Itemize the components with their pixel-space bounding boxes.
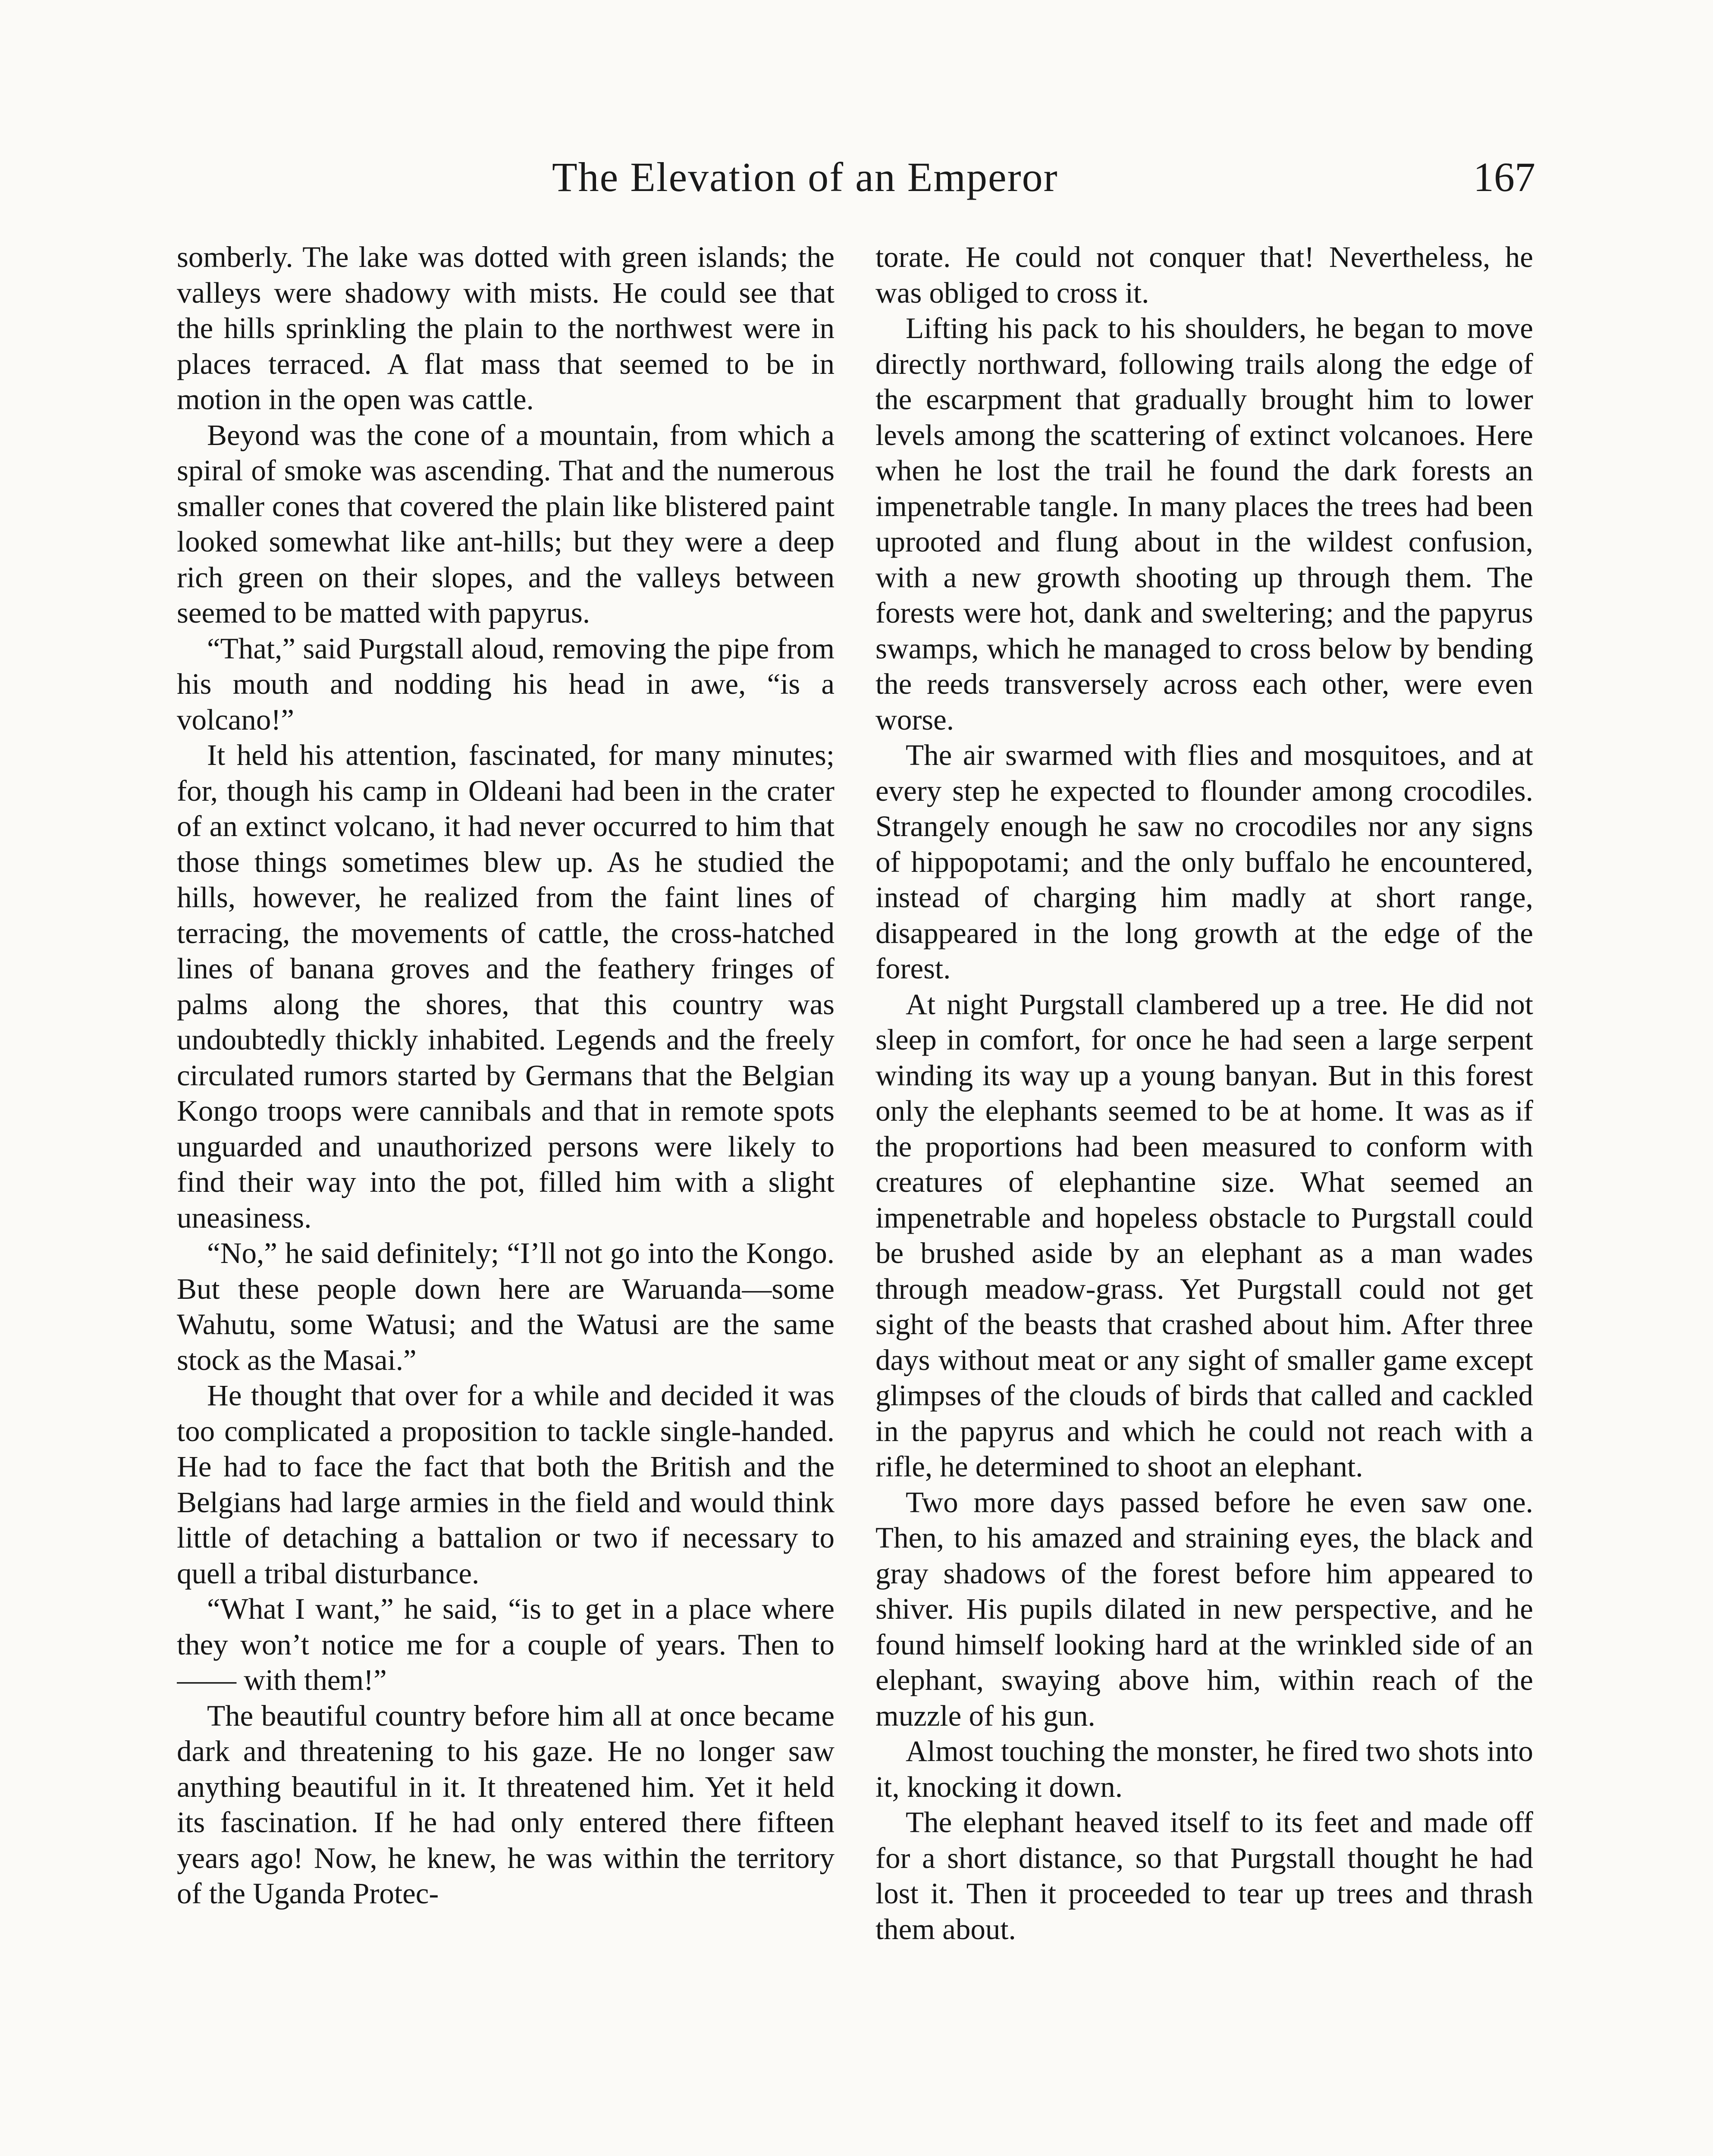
paragraph: Lifting his pack to his shoulders, he began to move directly northward, following trails along the edge of the escarpment that gradually brought him to lower levels among the scattering of extinct volcanoes. Here when he lost the trail he found the dark forests an impenetrable tangle. In many places the trees had been uprooted and flung about in the wildest confusion, with a new growth shooting up through them. The forests were hot, dank and sweltering; and the papyrus swamps, which he managed to cross below by bending the reeds transversely across each other, were even worse. xyxy=(875,312,1533,736)
paragraph: torate. He could not conquer that! Nevertheless, he was obliged to cross it. xyxy=(875,241,1533,309)
paragraph: The elephant heaved itself to its feet and made off for a short distance, so that Purgstall thought he had lost it. Then it proceeded to tear up trees and thrash them about. xyxy=(875,1806,1533,1946)
paragraph: He thought that over for a while and decided it was too complicated a proposition to tackle single-handed. He had to face the fact that both the British and the Belgians had large armies in the field and would think little of detaching a battalion or two if necessary to quell a tribal disturbance. xyxy=(177,1379,835,1590)
paragraph: The air swarmed with flies and mosquitoes, and at every step he expected to flounder among crocodiles. Strangely enough he saw no crocodiles nor any signs of hippopotami; and the only buffalo he encountered, instead of charging him madly at short range, disappeared in the long growth at the edge of the forest. xyxy=(875,739,1533,985)
page-number: 167 xyxy=(1473,154,1535,200)
left-column xyxy=(177,239,835,2156)
page-title: The Elevation of an Emperor xyxy=(552,154,1058,200)
paragraph: It held his attention, fascinated, for many minutes; for, though his camp in Oldeani had been in the crater of an extinct volcano, it had never occurred to him that those things sometimes blew up. As he studied the hills, however, he realized from the faint lines of terracing, the movements of cattle, the cross-hatched lines of banana groves and the feathery fringes of palms along the shores, that this country was undoubtedly thickly inhabited. Legends and the freely circulated rumors started by Germans that the Belgian Kongo troops were cannibals and that in remote spots unguarded and unauthorized persons were likely to find their way into the pot, filled him with a slight uneasiness. xyxy=(177,739,835,1234)
paragraph: Beyond was the cone of a mountain, from which a spiral of smoke was ascending. That and the numerous smaller cones that covered the plain like blistered paint looked somewhat like ant-hills; but they were a deep rich green on their slopes, and the valleys between seemed to be matted with papyrus. xyxy=(177,418,835,629)
paragraph: “No,” he said definitely; “I’ll not go into the Kongo. But these people down here are Waruanda—some Wahutu, some Watusi; and the Watusi are the same stock as the Masai.” xyxy=(177,1237,835,1376)
paragraph: Two more days passed before he even saw one. Then, to his amazed and straining eyes, the black and gray shadows of the forest before him appeared to shiver. His pupils dilated in new perspective, and he found himself looking hard at the wrinkled side of an elephant, swaying above him, within reach of the muzzle of his gun. xyxy=(875,1485,1533,1732)
paragraph: Almost touching the monster, he fired two shots into it, knocking it down. xyxy=(875,1735,1533,1803)
right-column xyxy=(875,239,1533,2156)
paragraph: somberly. The lake was dotted with green islands; the valleys were shadowy with mists. He could see that the hills sprinkling the plain to the northwest were in places terraced. A flat mass that seemed to be in motion in the open was cattle. xyxy=(177,241,835,416)
paragraph: “What I want,” he said, “is to get in a place where they won’t notice me for a couple of years. Then to —— with them!” xyxy=(177,1592,835,1696)
paragraph: The beautiful country before him all at once became dark and threatening to his gaze. He no longer saw anything beautiful in it. It threatened him. Yet it held its fascination. If he had only entered there fifteen years ago! Now, he knew, he was within the territory of the Uganda Protec- xyxy=(177,1699,835,1910)
running-head xyxy=(173,153,1535,205)
paragraph: “That,” said Purgstall aloud, removing the pipe from his mouth and nodding his head in awe, “is a volcano!” xyxy=(177,632,835,736)
paragraph: At night Purgstall clambered up a tree. He did not sleep in comfort, for once he had seen a large serpent winding its way up a young banyan. But in this forest only the elephants seemed to be at home. It was as if the proportions had been measured to conform with creatures of elephantine size. What seemed an impenetrable and hopeless obstacle to Purgstall could be brushed aside by an elephant as a man wades through meadow-grass. Yet Purgstall could not get sight of the beasts that crashed about him. After three days without meat or any sight of smaller game except glimpses of the clouds of birds that called and cackled in the papyrus and which he could not reach with a rifle, he determined to shoot an elephant. xyxy=(875,987,1533,1483)
